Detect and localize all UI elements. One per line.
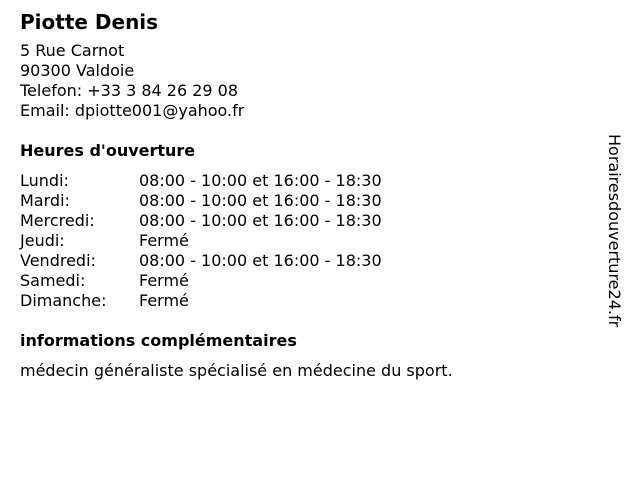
hours-time: Fermé [139, 231, 189, 250]
business-name: Piotte Denis [20, 10, 159, 34]
hours-time: 08:00 - 10:00 et 16:00 - 18:30 [139, 191, 382, 210]
hours-row [20, 271, 600, 291]
hours-day: Dimanche: [20, 291, 107, 310]
hours-row [20, 211, 600, 231]
email-line: Email: dpiotte001@yahoo.fr [20, 101, 245, 120]
hours-time: Fermé [139, 271, 189, 290]
business-card [20, 10, 600, 381]
info-heading: informations complémentaires [20, 331, 297, 350]
address-street: 5 Rue Carnot [20, 41, 125, 60]
hours-day: Vendredi: [20, 251, 96, 270]
hours-time: 08:00 - 10:00 et 16:00 - 18:30 [139, 251, 382, 270]
hours-row [20, 171, 600, 191]
address-city: 90300 Valdoie [20, 61, 135, 80]
address-block [20, 41, 600, 121]
hours-time: 08:00 - 10:00 et 16:00 - 18:30 [139, 171, 382, 190]
hours-time: 08:00 - 10:00 et 16:00 - 18:30 [139, 211, 382, 230]
hours-time: Fermé [139, 291, 189, 310]
hours-row [20, 191, 600, 211]
hours-row [20, 291, 600, 311]
hours-day: Lundi: [20, 171, 69, 190]
hours-day: Mardi: [20, 191, 70, 210]
hours-day: Jeudi: [20, 231, 65, 250]
hours-row [20, 251, 600, 271]
hours-heading: Heures d'ouverture [20, 141, 196, 160]
site-watermark: Horairesdouverture24.fr [605, 134, 624, 328]
hours-row [20, 231, 600, 251]
hours-day: Samedi: [20, 271, 86, 290]
phone-line: Telefon: +33 3 84 26 29 08 [20, 81, 239, 100]
info-text: médecin généraliste spécialisé en médecine du sport. [20, 361, 453, 380]
hours-day: Mercredi: [20, 211, 95, 230]
hours-table [20, 171, 600, 311]
